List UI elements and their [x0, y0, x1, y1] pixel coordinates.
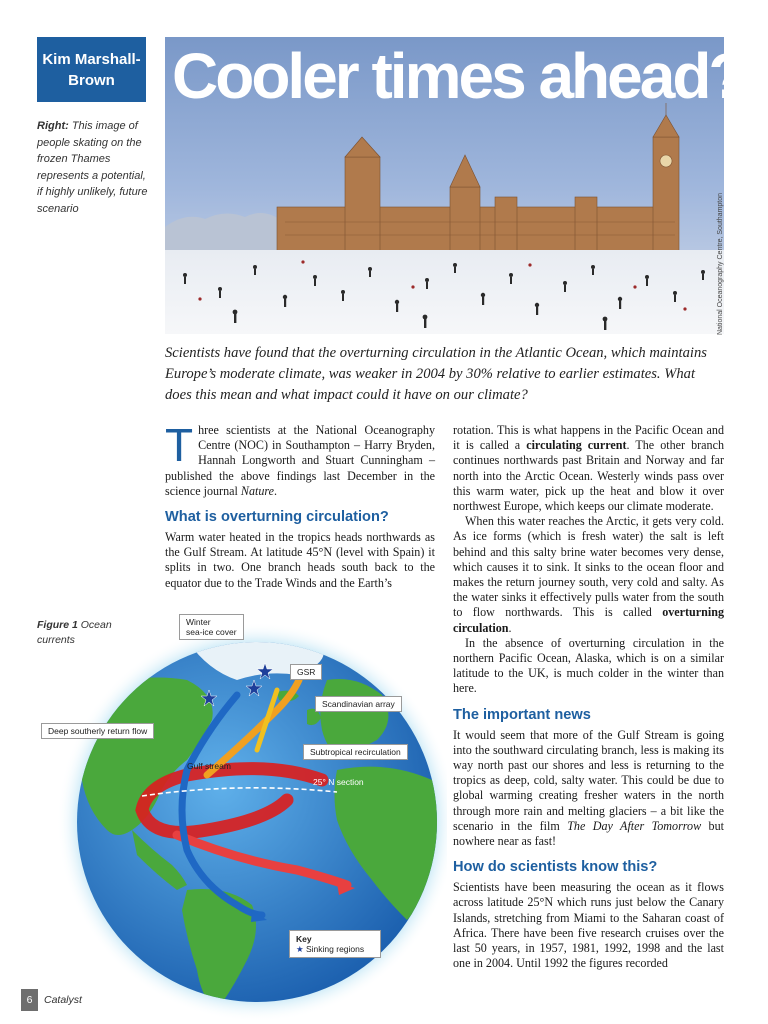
news-paragraph: [453, 728, 724, 850]
p2-a: When this water reaches the Arctic, it gets very cold. As ice forms (which is fresh water) the salt is left behind and this salty brine water becomes very dense, which causes it to sink. It sinks to the ocean floor and makes the return journey south, very cold and salty. As the water sinks it effectively pulls water from the south to flow northwards. This is called: [453, 514, 724, 620]
standfirst: Scientists have found that the overturning circulation in the Atlantic Ocean, which maintains Europe’s moderate climate, was weaker in 2004 by 30% relative to earlier estimates. What does this mean and what impact could it have on our climate?: [165, 345, 707, 403]
headline: Cooler times ahead?: [172, 40, 745, 112]
photo-credit: [717, 190, 731, 335]
label-25n-section: 25° N section: [313, 777, 364, 787]
journal-name: Nature: [240, 483, 275, 498]
side-caption: [37, 118, 152, 217]
subhead-overturning: What is overturning circulation?: [165, 509, 389, 526]
article-column-2: [453, 423, 724, 972]
term-circulating-current: circulating current: [526, 438, 627, 453]
film-title: The Day After Tomorrow: [567, 818, 702, 833]
key-item: [296, 944, 374, 954]
author-name: Kim Marshall-Brown: [42, 50, 141, 89]
figure-caption-text: Ocean currents: [37, 619, 112, 646]
intro-paragraph: [165, 419, 435, 499]
p4-b: but nowhere near as fast!: [453, 818, 725, 849]
gulf-stream-paragraph: Warm water heated in the tropics heads northwards as the Gulf Stream. At latitude 45°N (level with Spain) it splits in two. One branch heads south back to the equator due to the Trade Winds and the Earth’s: [165, 530, 435, 590]
label-winter-sea-ice: [179, 614, 244, 640]
term-overturning-circulation: overturning circulation: [453, 605, 724, 635]
subhead-how-know: How do scientists know this?: [453, 859, 658, 876]
intro-text: hree scientists at the National Oceanography Centre (NOC) in Southampton – Harry Bryden, Hannah Longworth and Stuart Cunningham – published the above findings last December in the science journal: [165, 423, 435, 498]
measurement-paragraph: Scientists have been measuring the ocean as it flows across latitude 25°N which runs just below the Canary Islands, stretching from Miami to the Saharan coast of Africa. There have been five research cruises over the last 50 years, in 1957, 1981, 1992, 1998 and the last one in 2004. Until 1992 the figures recorded: [453, 880, 724, 971]
star-icon: ★: [296, 944, 304, 954]
intro-end: .: [274, 483, 278, 498]
side-caption-text: This image of people skating on the frozen Thames represents a potential, if highly unlikely, future scenario: [37, 120, 148, 215]
photo-credit-text: National Oceanography Centre, Southampton: [717, 192, 724, 335]
subhead-important-news: The important news: [453, 706, 591, 723]
label-winter-line2: sea-ice cover: [186, 627, 237, 637]
ocean-currents-figure: [37, 600, 447, 1020]
page-number: 6: [21, 989, 38, 1011]
globe-diagram: [37, 600, 447, 1020]
side-caption-lead: Right:: [37, 120, 69, 132]
key-item-label: Sinking regions: [306, 944, 365, 954]
figure-key: [289, 930, 381, 958]
figure-caption-lead: Figure 1: [37, 619, 78, 631]
label-deep-return-flow: Deep southerly return flow: [41, 723, 154, 739]
author-box: [37, 37, 146, 102]
label-winter-line1: Winter: [186, 617, 211, 627]
label-gulf-stream: Gulf stream: [187, 761, 231, 771]
label-scandinavian-array: Scandinavian array: [315, 696, 402, 712]
p1-a: rotation. This is what happens in the Pacific Ocean and it is called a: [453, 423, 724, 453]
p1-b: . The other branch continues northwards past Britain and Norway and far north into the Arctic Ocean. Westerly winds pass over this warm water, pick up the heat and blow it over northwest Europe, which keeps our climate moderate.: [453, 438, 724, 514]
key-title: Key: [296, 934, 312, 944]
label-gsr: GSR: [290, 664, 322, 680]
p4-a: It would seem that more of the Gulf Stream is going into the southward circulating branch, less is making its way north past our shores and less is returning to the tropics as deep, cold, salty water. This could be due to global warming creating fresher waters in the north through more rain and melting glaciers – a bit like the scenario in the film: [453, 727, 724, 833]
label-subtropical-recirculation: Subtropical recirculation: [303, 744, 408, 760]
rotation-paragraph: [453, 423, 724, 514]
article-column-1: [165, 419, 435, 591]
drop-cap: T: [165, 419, 194, 471]
p2-b: .: [508, 620, 512, 635]
alaska-paragraph: In the absence of overturning circulation in the northern Pacific Ocean, Alaska, which is on a similar latitude to the UK, is much colder in the winter than here.: [453, 635, 724, 696]
magazine-name: Catalyst: [44, 994, 82, 1006]
arctic-paragraph: [453, 514, 724, 636]
